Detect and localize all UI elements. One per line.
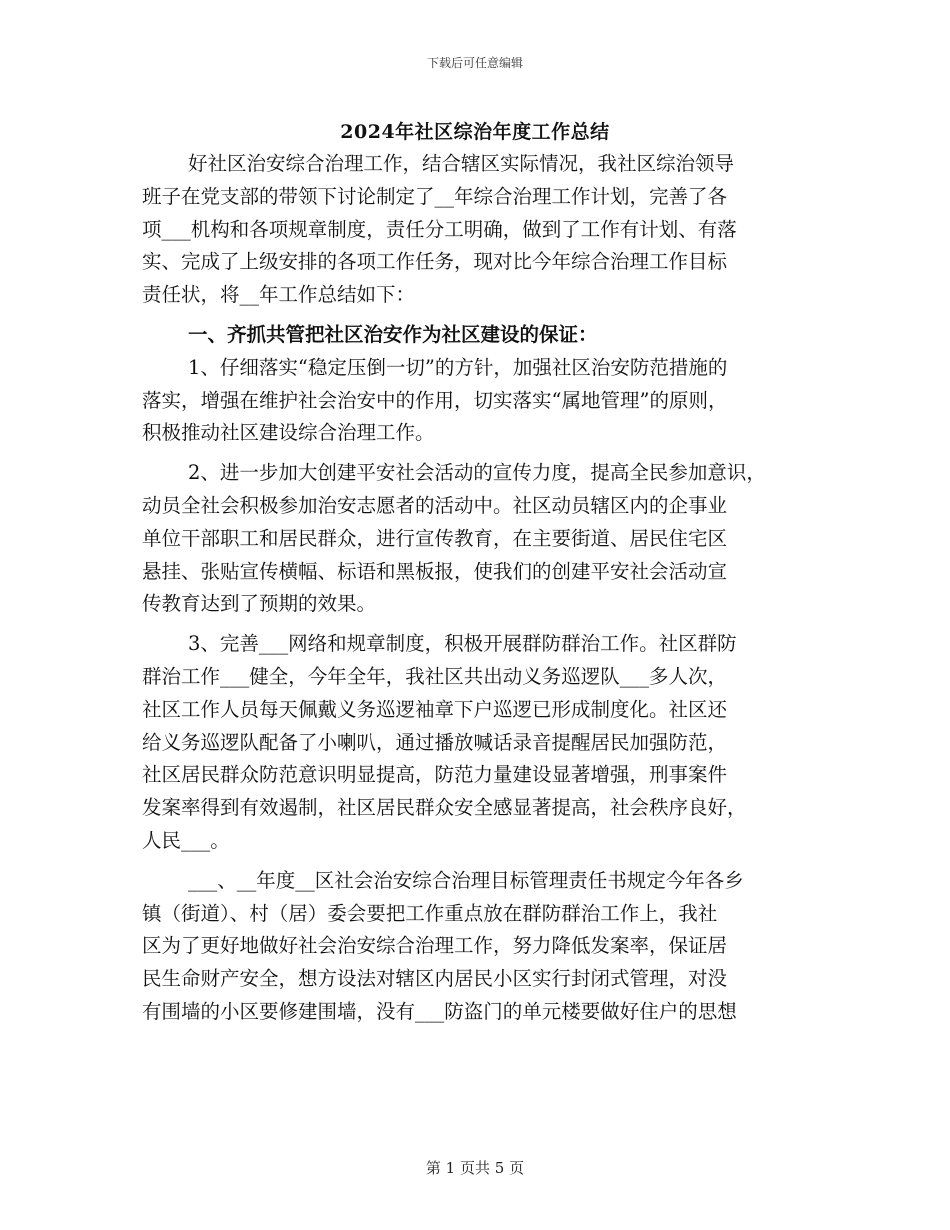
body-line: 实、完成了上级安排的各项工作任务，现对比今年综合治理工作目标 [142,250,728,274]
document-title: 2024年社区综治年度工作总结 [340,121,610,143]
body-line: 发案率得到有效遏制，社区居民群众安全感显著提高，社会秩序良好， [142,796,747,820]
body-line: 责任状，将__年工作总结如下： [142,283,416,307]
body-line: 好社区治安综合治理工作，结合辖区实际情况，我社区综治领导 [188,152,735,175]
body-line: 2、进一步加大创建平安社会活动的宣传力度，提高全民参加意识， [188,461,766,485]
body-line: ___、__年度__区社会治安综合治理目标管理责任书规定今年各乡 [188,868,744,892]
body-line: 给义务巡逻队配备了小喇叭，通过播放喊话录音提醒居民加强防范， [142,730,728,754]
body-line: 1、仔细落实“稳定压倒一切”的方针，加强社区治安防范措施的 [188,355,728,379]
body-line: 民生命财产安全，想方设法对辖区内居民小区实行封闭式管理，对没 [142,967,728,991]
body-line: 班子在党支部的带领下讨论制定了__年综合治理工作计划，完善了各 [142,184,728,208]
body-line: 有围墙的小区要修建围墙，没有___防盗门的单元楼要做好住户的思想 [142,999,737,1023]
body-line: 单位干部职工和居民群众，进行宣传教育，在主要街道、居民住宅区 [142,526,728,550]
section-heading: 一、齐抓共管把社区治安作为社区建设的保证： [188,322,598,346]
body-line: 传教育达到了预期的效果。 [142,592,377,616]
body-line: 社区工作人员每天佩戴义务巡逻袖章下户巡逻已形成制度化。社区还 [142,697,728,721]
body-line: 积极推动社区建设综合治理工作。 [142,421,435,445]
header-note: 下载后可任意编辑 [426,56,523,70]
body-line: 动员全社会积极参加治安志愿者的活动中。社区动员辖区内的企事业 [142,493,728,517]
page-number-footer: 第 1 页共 5 页 [425,1159,525,1177]
body-line: 人民___。 [142,828,230,852]
body-line: 群治工作___健全，今年全年，我社区共出动义务巡逻队___多人次， [142,664,728,688]
body-line: 悬挂、张贴宣传横幅、标语和黑板报，使我们的创建平安社会活动宣 [142,559,728,583]
document-body [142,148,832,1029]
body-line: 区为了更好地做好社会治安综合治理工作，努力降低发案率，保证居 [142,934,728,958]
body-line: 社区居民群众防范意识明显提高，防范力量建设显著增强，刑事案件 [142,763,728,787]
body-line: 3、完善___网络和规章制度，积极开展群防群治工作。社区群防 [188,632,737,656]
body-line: 落实，增强在维护社会治安中的作用，切实落实“属地管理”的原则， [142,388,728,412]
body-line: 镇（街道）、村（居）委会要把工作重点放在群防群治工作上，我社 [142,901,718,925]
body-line: 项___机构和各项规章制度，责任分工明确，做到了工作有计划、有落 [142,217,737,241]
